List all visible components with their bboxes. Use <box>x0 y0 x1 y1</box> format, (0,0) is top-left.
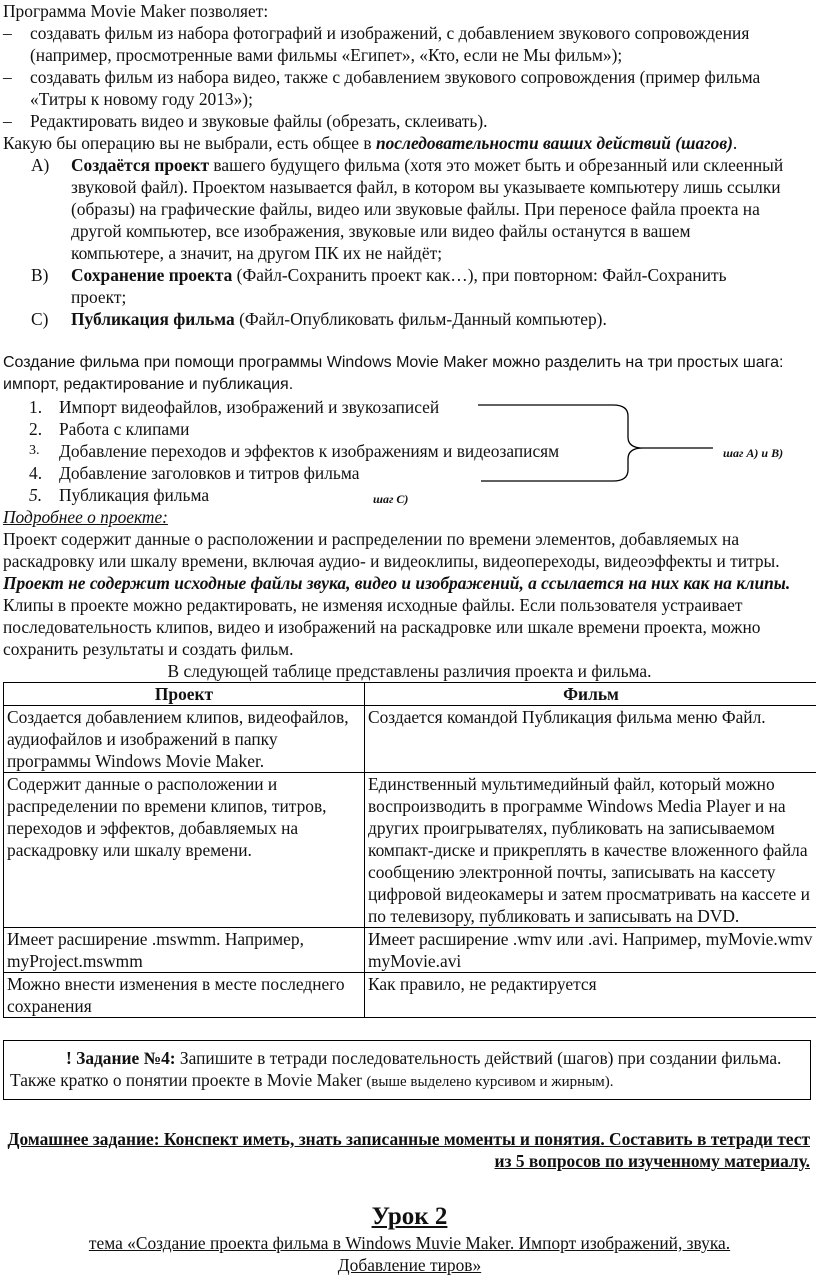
table-row <box>4 773 816 928</box>
project-emphasis: Проект не содержит исходные файлы звука, видео и изображений, а ссылается на них как на клипы. <box>3 573 790 593</box>
task-text: Запишите в тетради последовательность действий (шагов) при создании фильма. Также кратко о понятии проекте в Movie Maker <box>10 1048 781 1090</box>
more-heading: Подробнее о проекте: <box>3 506 816 528</box>
table-header-row <box>4 683 816 706</box>
table-row <box>4 973 816 1018</box>
project-paragraph <box>3 528 816 660</box>
numbered-text: Публикация фильма <box>59 484 209 506</box>
creation-paragraph: Создание фильма при помощи программы Windows Movie Maker можно разделить на три простых шага: импорт, редактирование и публикация. <box>3 352 816 396</box>
header-film: Фильм <box>365 683 816 706</box>
bullet-mark: – <box>3 110 30 132</box>
numbered-text: Работа с клипами <box>59 418 189 440</box>
common-line-text: Какую бы операцию вы не выбрали, есть общее в <box>3 133 376 153</box>
step-title: Сохранение проекта <box>71 265 232 285</box>
homework: Домашнее задание: Конспект иметь, знать записанные моменты и понятия. Составить в тетради тест из 5 вопросов по изученному материалу. <box>3 1128 816 1172</box>
step-marker: B) <box>31 264 71 308</box>
numbered-marker: 3. <box>29 440 59 462</box>
comparison-table <box>3 682 816 1018</box>
table-row <box>4 928 816 973</box>
table-cell: Единственный мультимедийный файл, который можно воспроизводить в программе Windows Media Player и на других проигрывателях, публиковать на записываемом компакт-диске и прикреплять в качестве вложенного файла сообщению электронной почты, записывать на кассету цифровой видеокамеры и затем просматривать на кассете и по телевизору, публиковать и записывать на DVD. <box>365 773 816 928</box>
numbered-marker: 2. <box>29 418 59 440</box>
table-cell: Содержит данные о расположении и распределении по времени клипов, титров, переходов и эффектов, добавляемых на раскадровку или шкалу времени. <box>4 773 365 928</box>
bullet-item <box>3 22 816 66</box>
table-cell: Создается добавлением клипов, видеофайлов, аудиофайлов и изображений в папку программы Windows Movie Maker. <box>4 706 365 773</box>
intro-line: Программа Movie Maker позволяет: <box>3 0 816 22</box>
table-caption: В следующей таблице представлены различия проекта и фильма. <box>3 660 816 682</box>
note-steps-ab: шаг A) и B) <box>723 442 783 464</box>
table-cell: Имеет расширение .mswmm. Например, myProject.mswmm <box>4 928 365 973</box>
curly-brace-icon <box>3 396 816 506</box>
numbered-marker: 5. <box>29 484 59 506</box>
document-page <box>3 0 816 1276</box>
common-line-end: . <box>733 133 737 153</box>
bullet-text: создавать фильм из набора фотографий и изображений, с добавлением звукового сопровождения (например, просмотренные вами фильмы «Египет», «Кто, если не Мы фильм»); <box>30 22 816 66</box>
task-box <box>3 1040 811 1100</box>
numbered-text: Добавление переходов и эффектов к изображениям и видеозаписям <box>59 440 559 462</box>
lesson-title: Урок 2 <box>3 1202 816 1232</box>
step-marker: C) <box>31 308 71 330</box>
bullet-mark: – <box>3 66 30 110</box>
common-line-emphasis: последовательности ваших действий (шагов) <box>376 133 733 153</box>
numbered-marker: 1. <box>29 396 59 418</box>
bullet-item <box>3 66 816 110</box>
header-project: Проект <box>4 683 365 706</box>
step-title: Создаётся проект <box>71 155 209 175</box>
table-cell: Создается командой Публикация фильма меню Файл. <box>365 706 816 773</box>
numbered-marker: 4. <box>29 462 59 484</box>
step-title: Публикация фильма <box>71 309 235 329</box>
step-text: вашего будущего фильма (хотя это может быть и обрезанный или склеенный звуковой файл). Проектом называется файл, в котором вы указываете компьютеру лишь ссылки (образы) на графические файлы, видео или звуковые файлы. При переносе файла проекта на другой компьютер, все изображения, звуковые или видео файлы останутся в вашем компьютере, а значит, на другом ПК их не найдёт; <box>71 155 783 263</box>
step-text: (Файл-Сохранить проект как…), при повторном: Файл-Сохранить проект; <box>71 265 727 307</box>
step-text: (Файл-Опубликовать фильм-Данный компьютер). <box>235 309 607 329</box>
note-step-c: шаг C) <box>373 488 408 510</box>
step-item <box>31 264 816 308</box>
table-cell: Имеет расширение .wmv или .avi. Например, myMovie.wmv myMovie.avi <box>365 928 816 973</box>
step-marker: A) <box>31 154 71 264</box>
bullet-text: Редактировать видео и звуковые файлы (обрезать, склеивать). <box>30 110 816 132</box>
table-cell: Как правило, не редактируется <box>365 973 816 1018</box>
table-row <box>4 706 816 773</box>
task-note: (выше выделено курсивом и жирным). <box>366 1074 613 1090</box>
lesson-topic: тема «Создание проекта фильма в Windows Muvie Maker. Импорт изображений, звука. Добавление тиров» <box>3 1232 816 1276</box>
bullet-text: создавать фильм из набора видео, также с добавлением звукового сопровождения (пример фильма «Титры к новому году 2013»); <box>30 66 816 110</box>
step-item <box>31 154 816 264</box>
bullet-mark: – <box>3 22 30 66</box>
common-line <box>3 132 816 154</box>
numbered-list <box>3 396 816 506</box>
step-item <box>31 308 816 330</box>
project-text-end: Клипы в проекте можно редактировать, не изменяя исходные файлы. Если пользователя устраивает последовательность клипов, видео и изображений на раскадровке или шкале времени проекта, можно сохранить результаты и создать фильм. <box>3 595 760 659</box>
task-label: ! Задание №4: <box>66 1048 176 1068</box>
table-cell: Можно внести изменения в месте последнего сохранения <box>4 973 365 1018</box>
numbered-text: Импорт видеофайлов, изображений и звукозаписей <box>59 396 439 418</box>
project-text: Проект содержит данные о расположении и распределении по времени элементов, добавляемых на раскадровку или шкалу времени, включая аудио- и видеоклипы, видеопереходы, видеоэффекты и титры. <box>3 529 780 571</box>
bullet-item <box>3 110 816 132</box>
numbered-text: Добавление заголовков и титров фильма <box>59 462 359 484</box>
